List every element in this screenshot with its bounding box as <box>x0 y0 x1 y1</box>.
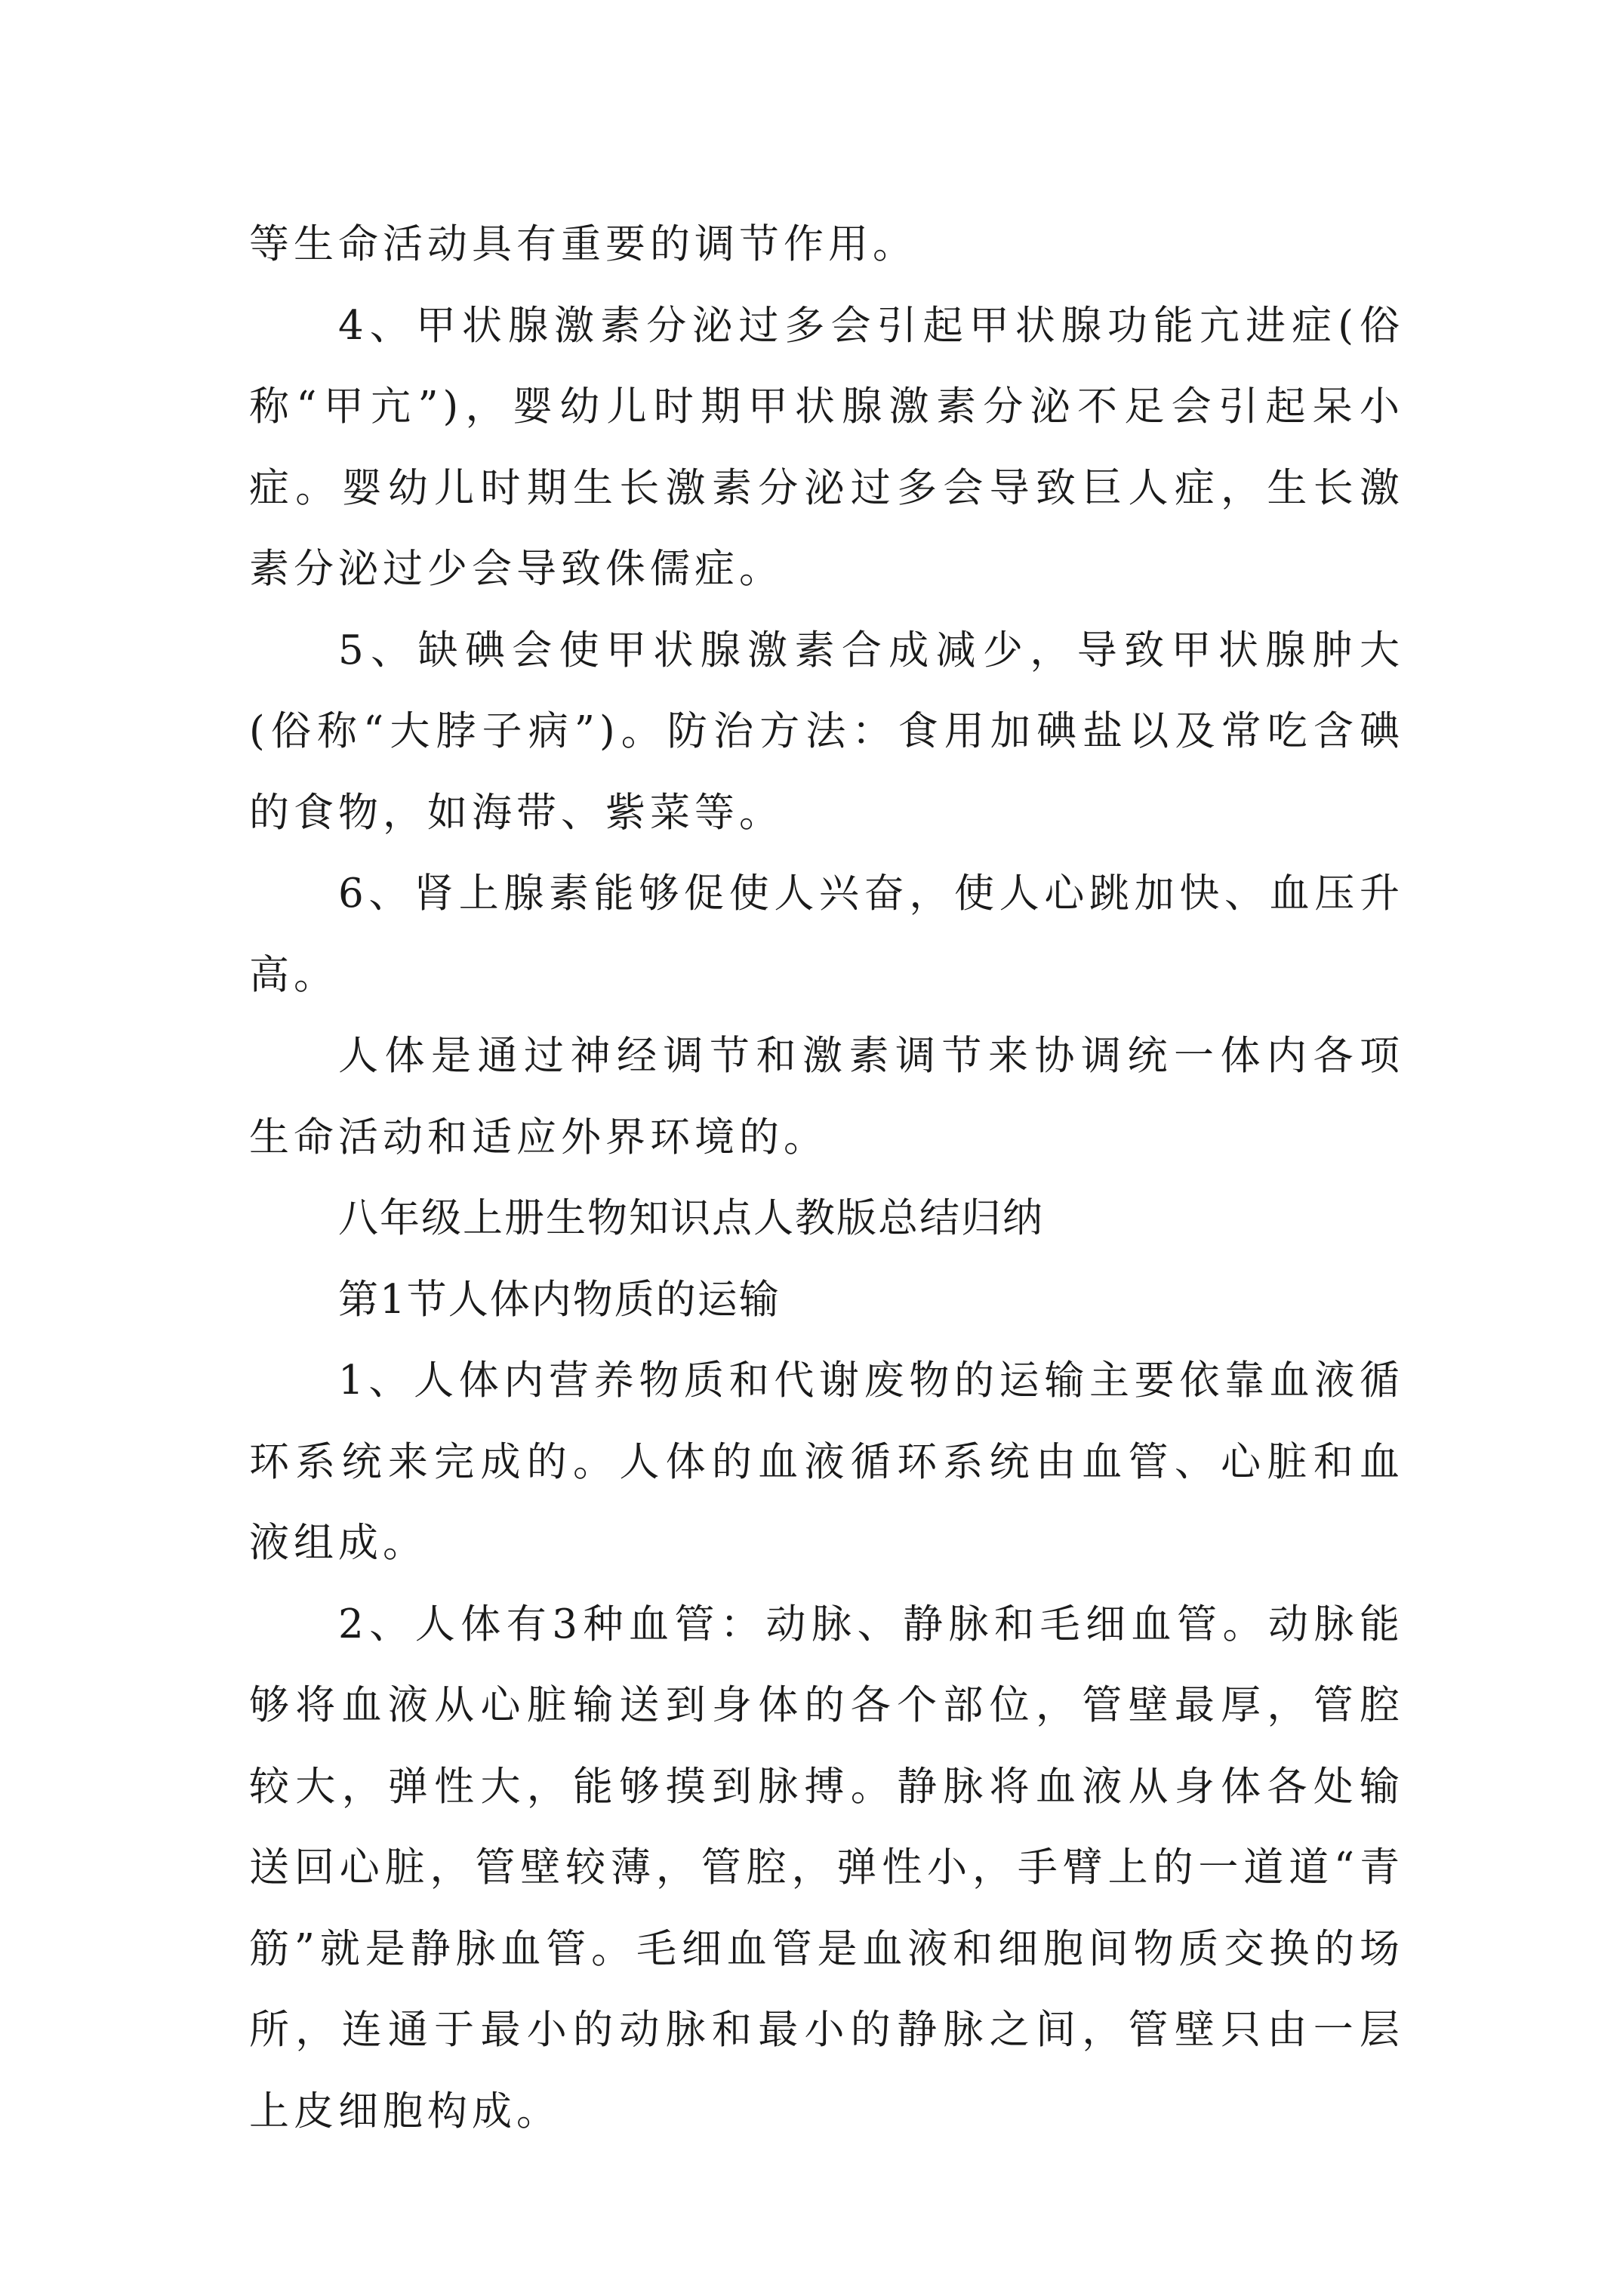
paragraph-blood-vessels: 2、人体有3种血管：动脉、静脉和毛细血管。动脉能够将血液从心脏输送到身体的各个部位，管壁最厚，管腔较大，弹性大，能够摸到脉搏。静脉将血液从身体各处输送回心脏，管壁较薄，管腔，弹性小，手臂上的一道道“青筋”就是静脉血管。毛细血管是血液和细胞间物质交换的场所，连通于最小的动脉和最小的静脉之间，管壁只由一层上皮细胞构成。 <box>249 1601 1404 2134</box>
paragraph-continuation: 等生命活动具有重要的调节作用。 <box>249 221 917 267</box>
section-title: 八年级上册生物知识点人教版总结归纳 <box>338 1195 1044 1241</box>
document-body <box>249 204 1404 2152</box>
paragraph-adrenaline: 6、肾上腺素能够促使人兴奋，使人心跳加快、血压升高。 <box>249 871 1404 998</box>
paragraph-circulation-system: 1、人体内营养物质和代谢废物的运输主要依靠血液循环系统来完成的。人体的血液循环系统由血管、心脏和血液组成。 <box>249 1358 1404 1566</box>
paragraph-thyroid-hormone: 4、甲状腺激素分泌过多会引起甲状腺功能亢进症(俗称“甲亢”)，婴幼儿时期甲状腺激素分泌不足会引起呆小症。婴幼儿时期生长激素分泌过多会导致巨人症，生长激素分泌过少会导致侏儒症。 <box>249 302 1404 592</box>
paragraph-regulation-summary: 人体是通过神经调节和激素调节来协调统一体内各项生命活动和适应外界环境的。 <box>249 1033 1404 1160</box>
subsection-title: 第1节人体内物质的运输 <box>338 1276 781 1323</box>
paragraph-iodine-deficiency: 5、缺碘会使甲状腺激素合成减少，导致甲状腺肿大(俗称“大脖子病”)。防治方法：食用加碘盐以及常吃含碘的食物，如海带、紫菜等。 <box>249 627 1404 836</box>
